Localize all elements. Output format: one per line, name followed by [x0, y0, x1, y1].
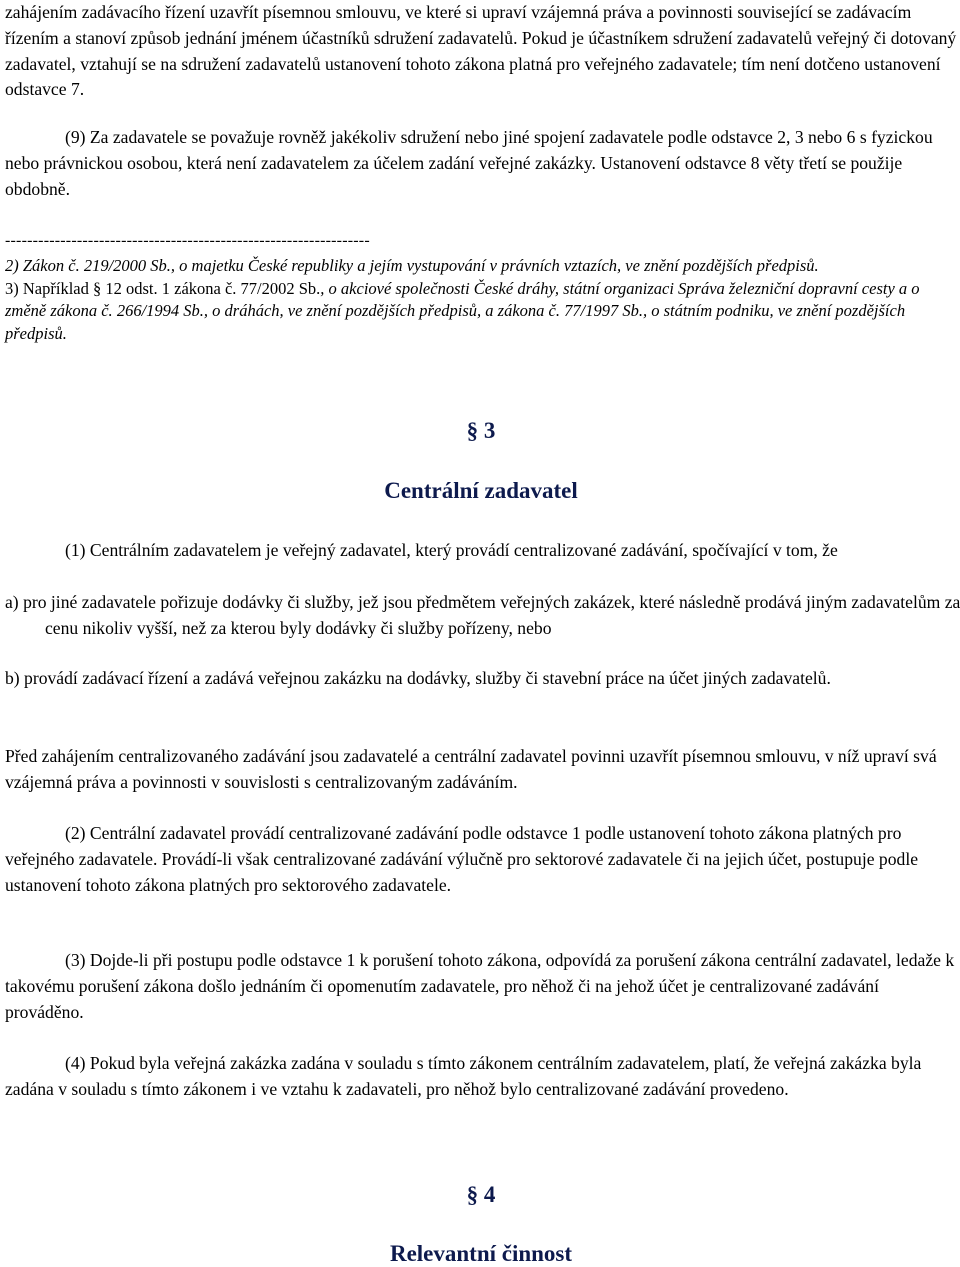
- footnote-3-text-2: , o dráhách, ve znění pozdějších předpisů, a zákona č.: [203, 301, 565, 321]
- section-3-paragraph-3: (3) Dojde-li při postupu podle odstavce 1 k porušení tohoto zákona, odpovídá za porušení zákona centrální zadavatel, ledaže k takovému porušení zákona došlo jednáním či opomenutím zadavatele, pro něhož či na jehož účet je centralizované zadávání prováděno.: [5, 950, 955, 1022]
- section-3-title: Centrální zadavatel: [384, 478, 578, 503]
- section-3-item-b: b) provádí zadávací řízení a zadává veřejnou zakázku na dodávky, služby či stavební práce na účet jiných zadavatelů.: [5, 668, 831, 688]
- footnote-3-law-link-2[interactable]: 77/1997 Sb.: [564, 301, 643, 321]
- footnote-3-section-link[interactable]: § 12 odst. 1 zákona č. 77/2002 Sb.: [92, 278, 321, 298]
- footnote-3-prefix: 3) Například: [5, 278, 93, 298]
- section-4-number: § 4: [466, 1182, 496, 1207]
- section-3-paragraph-2: (2) Centrální zadavatel provádí centralizované zadávání podle odstavce 1 podle ustanovení tohoto zákona platných pro veřejného zadavatele. Provádí-li však centralizované zadávání výlučně pro sektorové zadavatele či na jejich účet, postupuje podle ustanovení tohoto zákona platných pro sektorového zadavatele.: [5, 823, 919, 895]
- footnote-3-text-3: , o státním podniku, ve znění pozdějších předpisů.: [5, 301, 906, 344]
- section-3-number: § 3: [466, 418, 496, 443]
- footnote-2-law-link[interactable]: 2) Zákon č. 219/2000 Sb.: [5, 255, 171, 275]
- paragraph-8-continuation: zahájením zadávacího řízení uzavřít písemnou smlouvu, ve které si upraví vzájemná práva a povinnosti související se zadávacím řízením a stanoví způsob jednání jménem účastníků sdružení zadavatelů. Pokud je účastníkem sdružení zadavatelů veřejný či dotovaný zadavatel, vztahují se na sdružení zadavatelů ustanovení tohoto zákona platná pro veřejného zadavatele; tím není dotčeno ustanovení odstavce 7.: [5, 2, 957, 100]
- footnote-2-text: , o majetku České republiky a jejím vystupování v právních vztazích, ve znění pozdějších předpisů.: [170, 255, 819, 275]
- section-3-item-a: a) pro jiné zadavatele pořizuje dodávky či služby, jež jsou předmětem veřejných zakázek, které následně prodává jiným zadavatelům za cenu nikoliv vyšší, než za kterou byly dodávky či služby pořízeny, nebo: [5, 592, 960, 638]
- footnotes: [5, 230, 957, 346]
- section-3-paragraph-1: (1) Centrálním zadavatelem je veřejný zadavatel, který provádí centralizované zadávání, spočívající v tom, že: [65, 540, 838, 560]
- section-3-paragraph-4: (4) Pokud byla veřejná zakázka zadána v souladu s tímto zákonem centrálním zadavatelem, platí, že veřejná zakázka byla zadána v souladu s tímto zákonem i ve vztahu k zadavateli, pro něhož bylo centralizované zadávání provedeno.: [5, 1053, 922, 1099]
- footnote-3-text-1: , o akciové společnosti České dráhy, státní organizaci Správa železniční dopravní cesty a o změně zákona č.: [5, 278, 920, 321]
- section-4-title: Relevantní činnost: [389, 1241, 573, 1266]
- footnote-3: [5, 278, 957, 346]
- paragraph-9: (9) Za zadavatele se považuje rovněž jakékoliv sdružení nebo jiné spojení zadavatele podle odstavce 2, 3 nebo 6 s fyzickou nebo právnickou osobou, která není zadavatelem za účelem zadání veřejné zakázky. Ustanovení odstavce 8 věty třetí se použije obdobně.: [5, 127, 933, 199]
- footnote-3-law-link-1[interactable]: 266/1994 Sb.: [116, 301, 204, 321]
- footnote-2: [5, 255, 957, 278]
- footnote-separator: ------------------------------------------------------------------: [5, 232, 370, 249]
- section-3-paragraph-before: Před zahájením centralizovaného zadávání jsou zadavatelé a centrální zadavatel povinni uzavřít písemnou smlouvu, v níž upraví svá vzájemná práva a povinnosti v souvislosti s centralizovaným zadáváním.: [5, 746, 937, 792]
